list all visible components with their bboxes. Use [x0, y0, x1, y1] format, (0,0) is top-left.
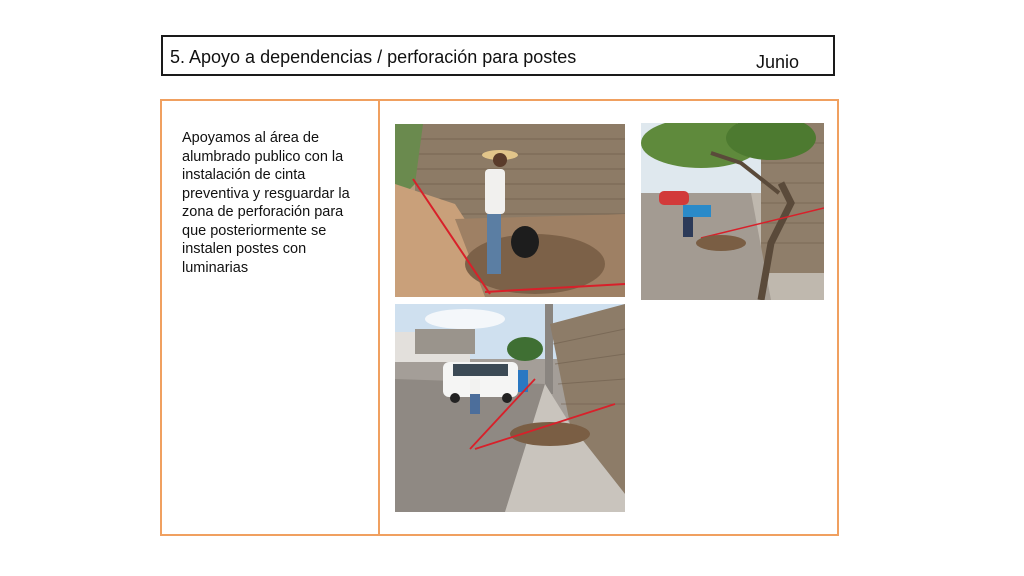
slide-title: 5. Apoyo a dependencias / perforación para postes — [170, 47, 577, 67]
slide-title-box — [161, 35, 835, 76]
photo-icon — [641, 123, 824, 300]
photo-street-car-workers — [395, 304, 625, 512]
photo-icon — [395, 124, 625, 297]
photo-worker-digging-wall — [395, 124, 625, 297]
photo-street-tree-worker — [641, 123, 824, 300]
description-panel — [160, 99, 380, 536]
month-label: Junio — [755, 52, 799, 72]
description-text: Apoyamos al área de alumbrado publico con la instalación de cinta preventiva y resguardar la zona de perforación para que posteriormente se instalen postes con luminarias — [182, 130, 350, 276]
photo-icon — [395, 304, 625, 512]
